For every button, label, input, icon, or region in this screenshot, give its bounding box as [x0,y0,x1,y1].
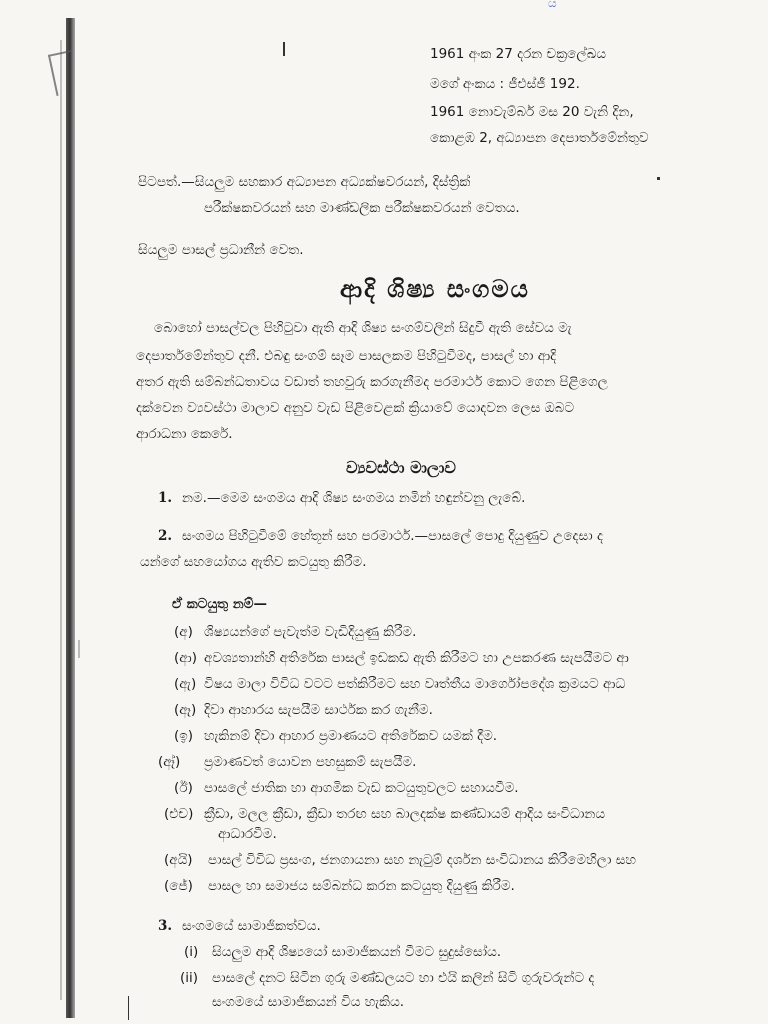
copy-to-line-1: පිටපත්.—සියලුම සහකාර අධ්‍යාපන අධ්‍යක්ෂවරයන්, දිස්ත්‍රික් [138,174,471,190]
scan-speck [283,42,285,56]
intro-line: අතර ඇති සම්බන්ධතාවය වඩාත් තහවුරු කරගැනීමද පරමාර්ථ කොට ගෙන පිළිගෙල [136,374,608,390]
sub-heading: ඒ කටයුතු නම්— [172,596,267,612]
scan-speck [128,996,129,1020]
sub-item-mark: (ඇ) [174,676,197,692]
sub-item-mark: (ඉ) [174,728,193,744]
corner-mark: ය [548,0,557,10]
sub-item-text: පාසලේ දනට සිටින ගුරු මණ්ඩලයට හා එයි කලින් සිටි ගුරුවරුන්ට ද [212,970,595,986]
sub-item-text: පාසල හා සමාජය සම්බන්ධ කරන කටයුතු දියුණු කිරීම. [208,878,515,894]
office-line: කොළඹ 2, අධ්‍යාපන දෙපාර්තමේන්තුව [430,130,649,146]
sub-item-text: ප්‍රමාණවත් යොවන පහසුකම් සැපයීම. [204,754,417,770]
sub-item-mark: (අයි) [164,852,193,868]
sub-item-mark: (ඊ) [174,780,193,796]
addressee: සියලුම පාසල් ප්‍රධානීන් වෙත. [138,242,304,258]
sub-item-text: දිවා ආහාරය සැපයීම සාර්ථක කර ගැනීම. [204,702,433,718]
sub-item-text: සංගමයේ සාමාජිකයන් විය හැකිය. [212,994,405,1010]
item-number: 1. [158,490,173,506]
intro-line: ආරාධනා කෙරේ. [136,426,233,442]
binding-shadow [60,40,62,1000]
date-line: 1961 නොවැම්බර් මස 20 වැනි දින, [430,104,634,120]
sub-item-mark: (ඈ) [174,702,197,718]
copy-to-line-2: පරීක්ෂකවරයන් සහ මාණ්ඩලික පරීක්ෂකවරයන් වෙතය. [204,200,520,216]
section-title: ව්‍යවස්ථා මාලාව [346,458,456,477]
sub-item-mark: (ජේ) [164,878,193,894]
sub-item-mark: (එච) [164,806,194,822]
sub-item-text: ආධාරවීම. [218,826,277,842]
item-number: 3. [158,918,173,934]
intro-line: දක්වෙන ව්‍යවස්ථා මාලාව අනුව වැඩ පිළිවෙළක් ක්‍රියාවේ යොදවන ලෙස ඔබට [136,400,575,416]
sub-item-mark: (ආ) [174,650,197,666]
item-number: 2. [158,528,173,544]
sub-item-text: පාසල් විවිධ ප්‍රසංග, ජනගායනා සහ නැටුම් දර්ශන සංවිධානය කිරීමෙහිලා සහ [208,852,637,868]
item-text: සංගමයේ සාමාජිකත්වය. [182,918,321,934]
sub-item-text: ශිෂ්‍යයන්ගේ පැවැත්ම වැඩිදියුණු කිරීම. [204,624,417,640]
sub-item-text: අවශ්‍යතාන්හි අතිරේක පාසල් ඉඩකඩ ඇති කිරීමට හා උපකරණ සැපයීමට ආ [204,650,629,666]
scan-speck [657,177,660,180]
intro-line: දෙපාර්තමේන්තුව දනී. එබඳු සංගම් සෑම පාසලකම පිහිටුවීමද, පාසල් හා ආදි [136,348,557,364]
sub-item-text: සියලුම ආදි ශිෂ්‍යයෝ සාමාජිකයන් වීමට සුදුස්සෝය. [212,944,502,960]
page-title: ආදි ශිෂ්‍ය සංගමය [340,275,530,303]
circular-number: 1961 අංක 27 දරන චක්‍රලේඛය [430,46,607,62]
sub-item-text: ක්‍රීඩා, මලල ක්‍රීඩා, ක්‍රීඩා තරඟ සහ බාලදක්ෂ කණ්ඩායම් ආදිය සංවිධානය [204,806,606,822]
sub-item-text: හැකිනම් දිවා ආහාර ප්‍රමාණයට අතිරේකව යමක් දීම. [204,728,498,744]
staple-mark [48,50,80,96]
sub-item-text: විෂය මාලා විවිධ වටට පත්කිරීමට සහ වෘත්තීය මාර්ගෝපදේශ ක්‍රමයට ආධ [204,676,626,692]
sub-item-mark: (අ) [174,624,193,640]
sub-item-mark: (i) [184,944,199,960]
binding-edge [66,18,75,1018]
reference-number: මගේ අංකය : ජීඑස්ජී 192. [430,76,580,92]
scan-speck [78,640,80,658]
item-text: යන්ගේ සහයෝගය ඇතිව කටයුතු කිරීම. [140,554,367,570]
item-text: සංගමය පිහිටුවීමේ හේතූන් සහ පරමාර්ථ.—පාසලේ පොදු දියුණුව උදෙසා ද [182,528,603,544]
sub-item-text: පාසලේ ජාතික හා ආගමික වැඩ කටයුතුවලට සහායවීම. [204,780,519,796]
intro-line: බොහෝ පාසල්වල පිහිටුවා ඇති ආදි ශිෂ්‍ය සංගම්වලින් සිදුවී ඇති සේවය මැ [154,320,572,336]
sub-item-mark: (ඈ්) [158,754,181,770]
sub-item-mark: (ii) [180,970,199,986]
item-text: නම.—මෙම සංගමය ආදි ශිෂ්‍ය සංගමය නමින් හඳුන්වනු ලැබේ. [182,490,526,506]
